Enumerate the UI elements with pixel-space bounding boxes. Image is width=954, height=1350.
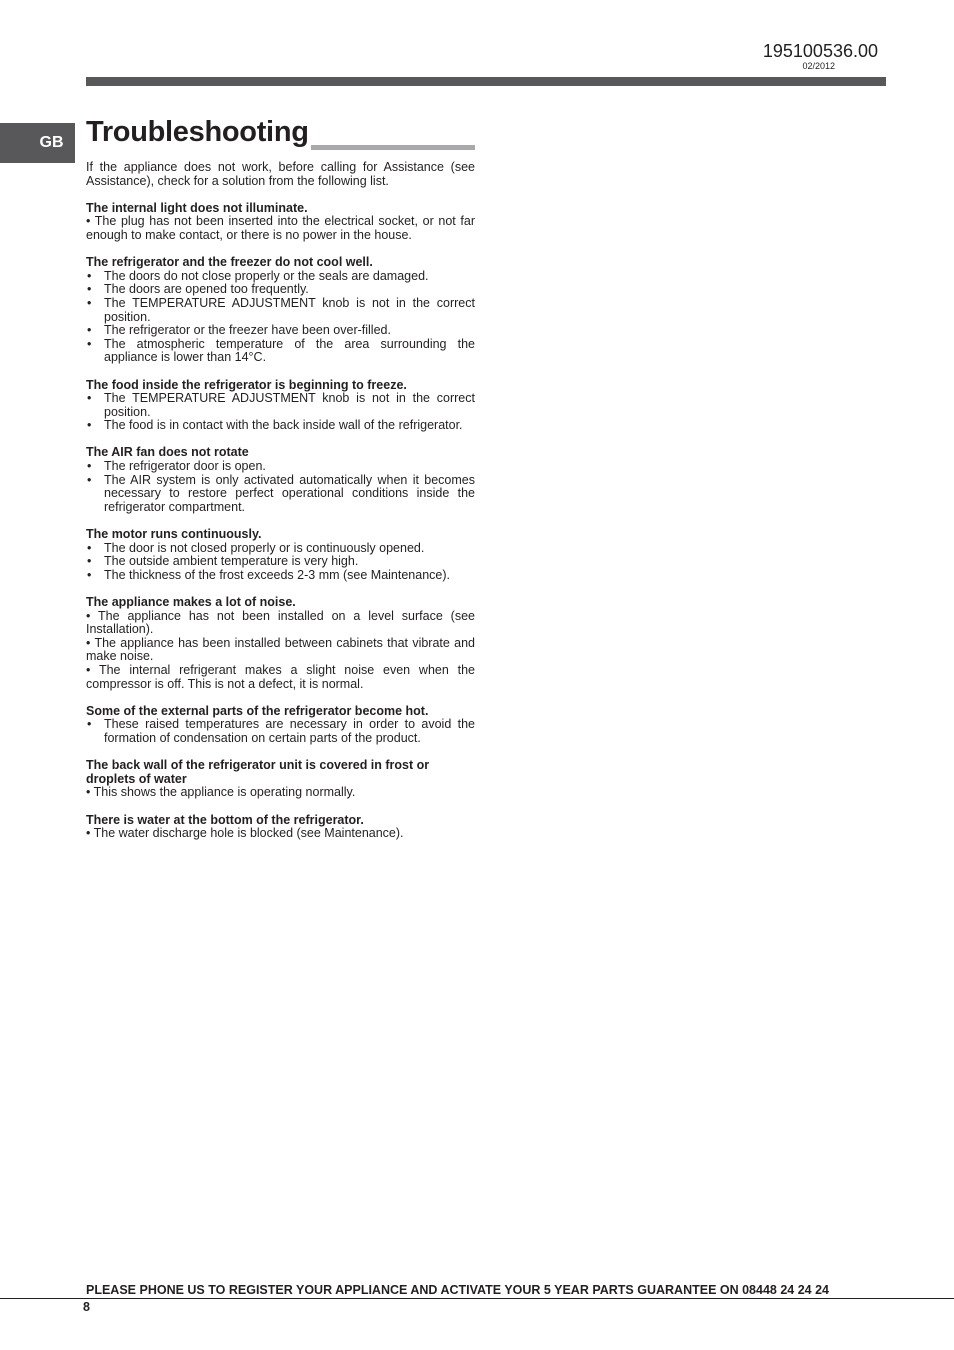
section-paragraph: • The appliance has been installed between cabinets that vibrate and make noise. <box>86 635 475 664</box>
section-cooling <box>86 256 475 365</box>
section-noise <box>86 596 475 691</box>
intro-paragraph: If the appliance does not work, before calling for Assistance (see Assistance), check for a solution from the following list. <box>86 160 475 188</box>
header-bar <box>86 77 886 86</box>
section-heading: The food inside the refrigerator is beginning to freeze. <box>86 377 407 392</box>
bullet-icon: • <box>87 418 92 433</box>
bullet-icon: • <box>87 554 92 569</box>
section-heading: The motor runs continuously. <box>86 527 262 542</box>
bullet-icon: • <box>87 336 92 351</box>
bullet-icon: • <box>87 567 92 582</box>
list-item: • The AIR system is only activated automatically when it becomes necessary to restore perfect operational conditions inside the refrigerator compartment. <box>87 472 475 514</box>
list-item: • The atmospheric temperature of the area surrounding the appliance is lower than 14°C. <box>87 336 475 365</box>
list-item: • The refrigerator door is open. <box>87 459 266 474</box>
section-paragraph: • The plug has not been inserted into the electrical socket, or not far enough to make contact, or there is no power in the house. <box>86 214 475 242</box>
section-external-hot <box>86 705 475 746</box>
list-item: • The doors are opened too frequently. <box>87 282 309 297</box>
section-heading: The back wall of the refrigerator unit is covered in frost or droplets of water <box>86 758 430 786</box>
section-heading: The refrigerator and the freezer do not cool well. <box>86 255 373 270</box>
bullet-icon: • <box>87 717 92 732</box>
footer-divider <box>0 1298 954 1299</box>
section-paragraph: • This shows the appliance is operating normally. <box>86 785 356 800</box>
bullet-icon: • <box>87 459 92 474</box>
bullet-list <box>86 542 475 583</box>
section-paragraph: • The water discharge hole is blocked (see Maintenance). <box>86 826 404 841</box>
troubleshooting-content <box>86 161 475 854</box>
bullet-icon: • <box>87 268 92 283</box>
section-heading: The internal light does not illuminate. <box>86 200 308 215</box>
section-internal-light <box>86 202 475 243</box>
section-paragraph: • The appliance has not been installed on a level surface (see Installation). <box>86 608 475 637</box>
document-date: 02/2012 <box>802 61 835 71</box>
document-code: 195100536.00 <box>762 41 878 61</box>
list-item: • These raised temperatures are necessary in order to avoid the formation of condensation on certain parts of the product. <box>87 717 475 745</box>
section-heading: The AIR fan does not rotate <box>86 445 249 460</box>
section-back-wall-frost <box>86 759 475 800</box>
list-item: • The refrigerator or the freezer have been over-filled. <box>87 323 391 338</box>
section-heading: There is water at the bottom of the refrigerator. <box>86 812 364 827</box>
bullet-icon: • <box>87 295 92 310</box>
list-item: • The TEMPERATURE ADJUSTMENT knob is not in the correct position. <box>87 391 475 419</box>
bullet-list <box>86 460 475 514</box>
bullet-icon: • <box>87 472 92 487</box>
registration-note: PLEASE PHONE US TO REGISTER YOUR APPLIANCE AND ACTIVATE YOUR 5 YEAR PARTS GUARANTEE ON 08448 24 24 24 <box>86 1283 829 1297</box>
section-food-freezing <box>86 379 475 433</box>
title-block <box>86 113 475 151</box>
bullet-icon: • <box>87 323 92 338</box>
list-item: • The door is not closed properly or is continuously opened. <box>87 540 425 555</box>
bullet-icon: • <box>87 282 92 297</box>
list-item: • The outside ambient temperature is very high. <box>87 554 359 569</box>
list-item: • The doors do not close properly or the seals are damaged. <box>87 268 429 283</box>
section-water-bottom <box>86 814 475 841</box>
bullet-icon: • <box>87 540 92 555</box>
section-heading: The appliance makes a lot of noise. <box>86 595 296 609</box>
section-paragraph: • The internal refrigerant makes a slight noise even when the compressor is off. This is not a defect, it is normal. <box>86 662 475 691</box>
page-title: Troubleshooting <box>86 113 311 151</box>
language-tab: GB <box>0 123 75 163</box>
bullet-list <box>86 392 475 433</box>
page-number: 8 <box>83 1300 90 1314</box>
bullet-list <box>86 270 475 365</box>
section-heading: Some of the external parts of the refrigerator become hot. <box>86 703 429 718</box>
list-item: • The food is in contact with the back inside wall of the refrigerator. <box>87 418 463 433</box>
bullet-icon: • <box>87 391 92 406</box>
section-air-fan <box>86 446 475 514</box>
list-item: • The thickness of the frost exceeds 2-3 mm (see Maintenance). <box>87 567 450 582</box>
bullet-list <box>86 718 475 745</box>
section-motor <box>86 528 475 582</box>
list-item: • The TEMPERATURE ADJUSTMENT knob is not in the correct position. <box>87 295 475 324</box>
